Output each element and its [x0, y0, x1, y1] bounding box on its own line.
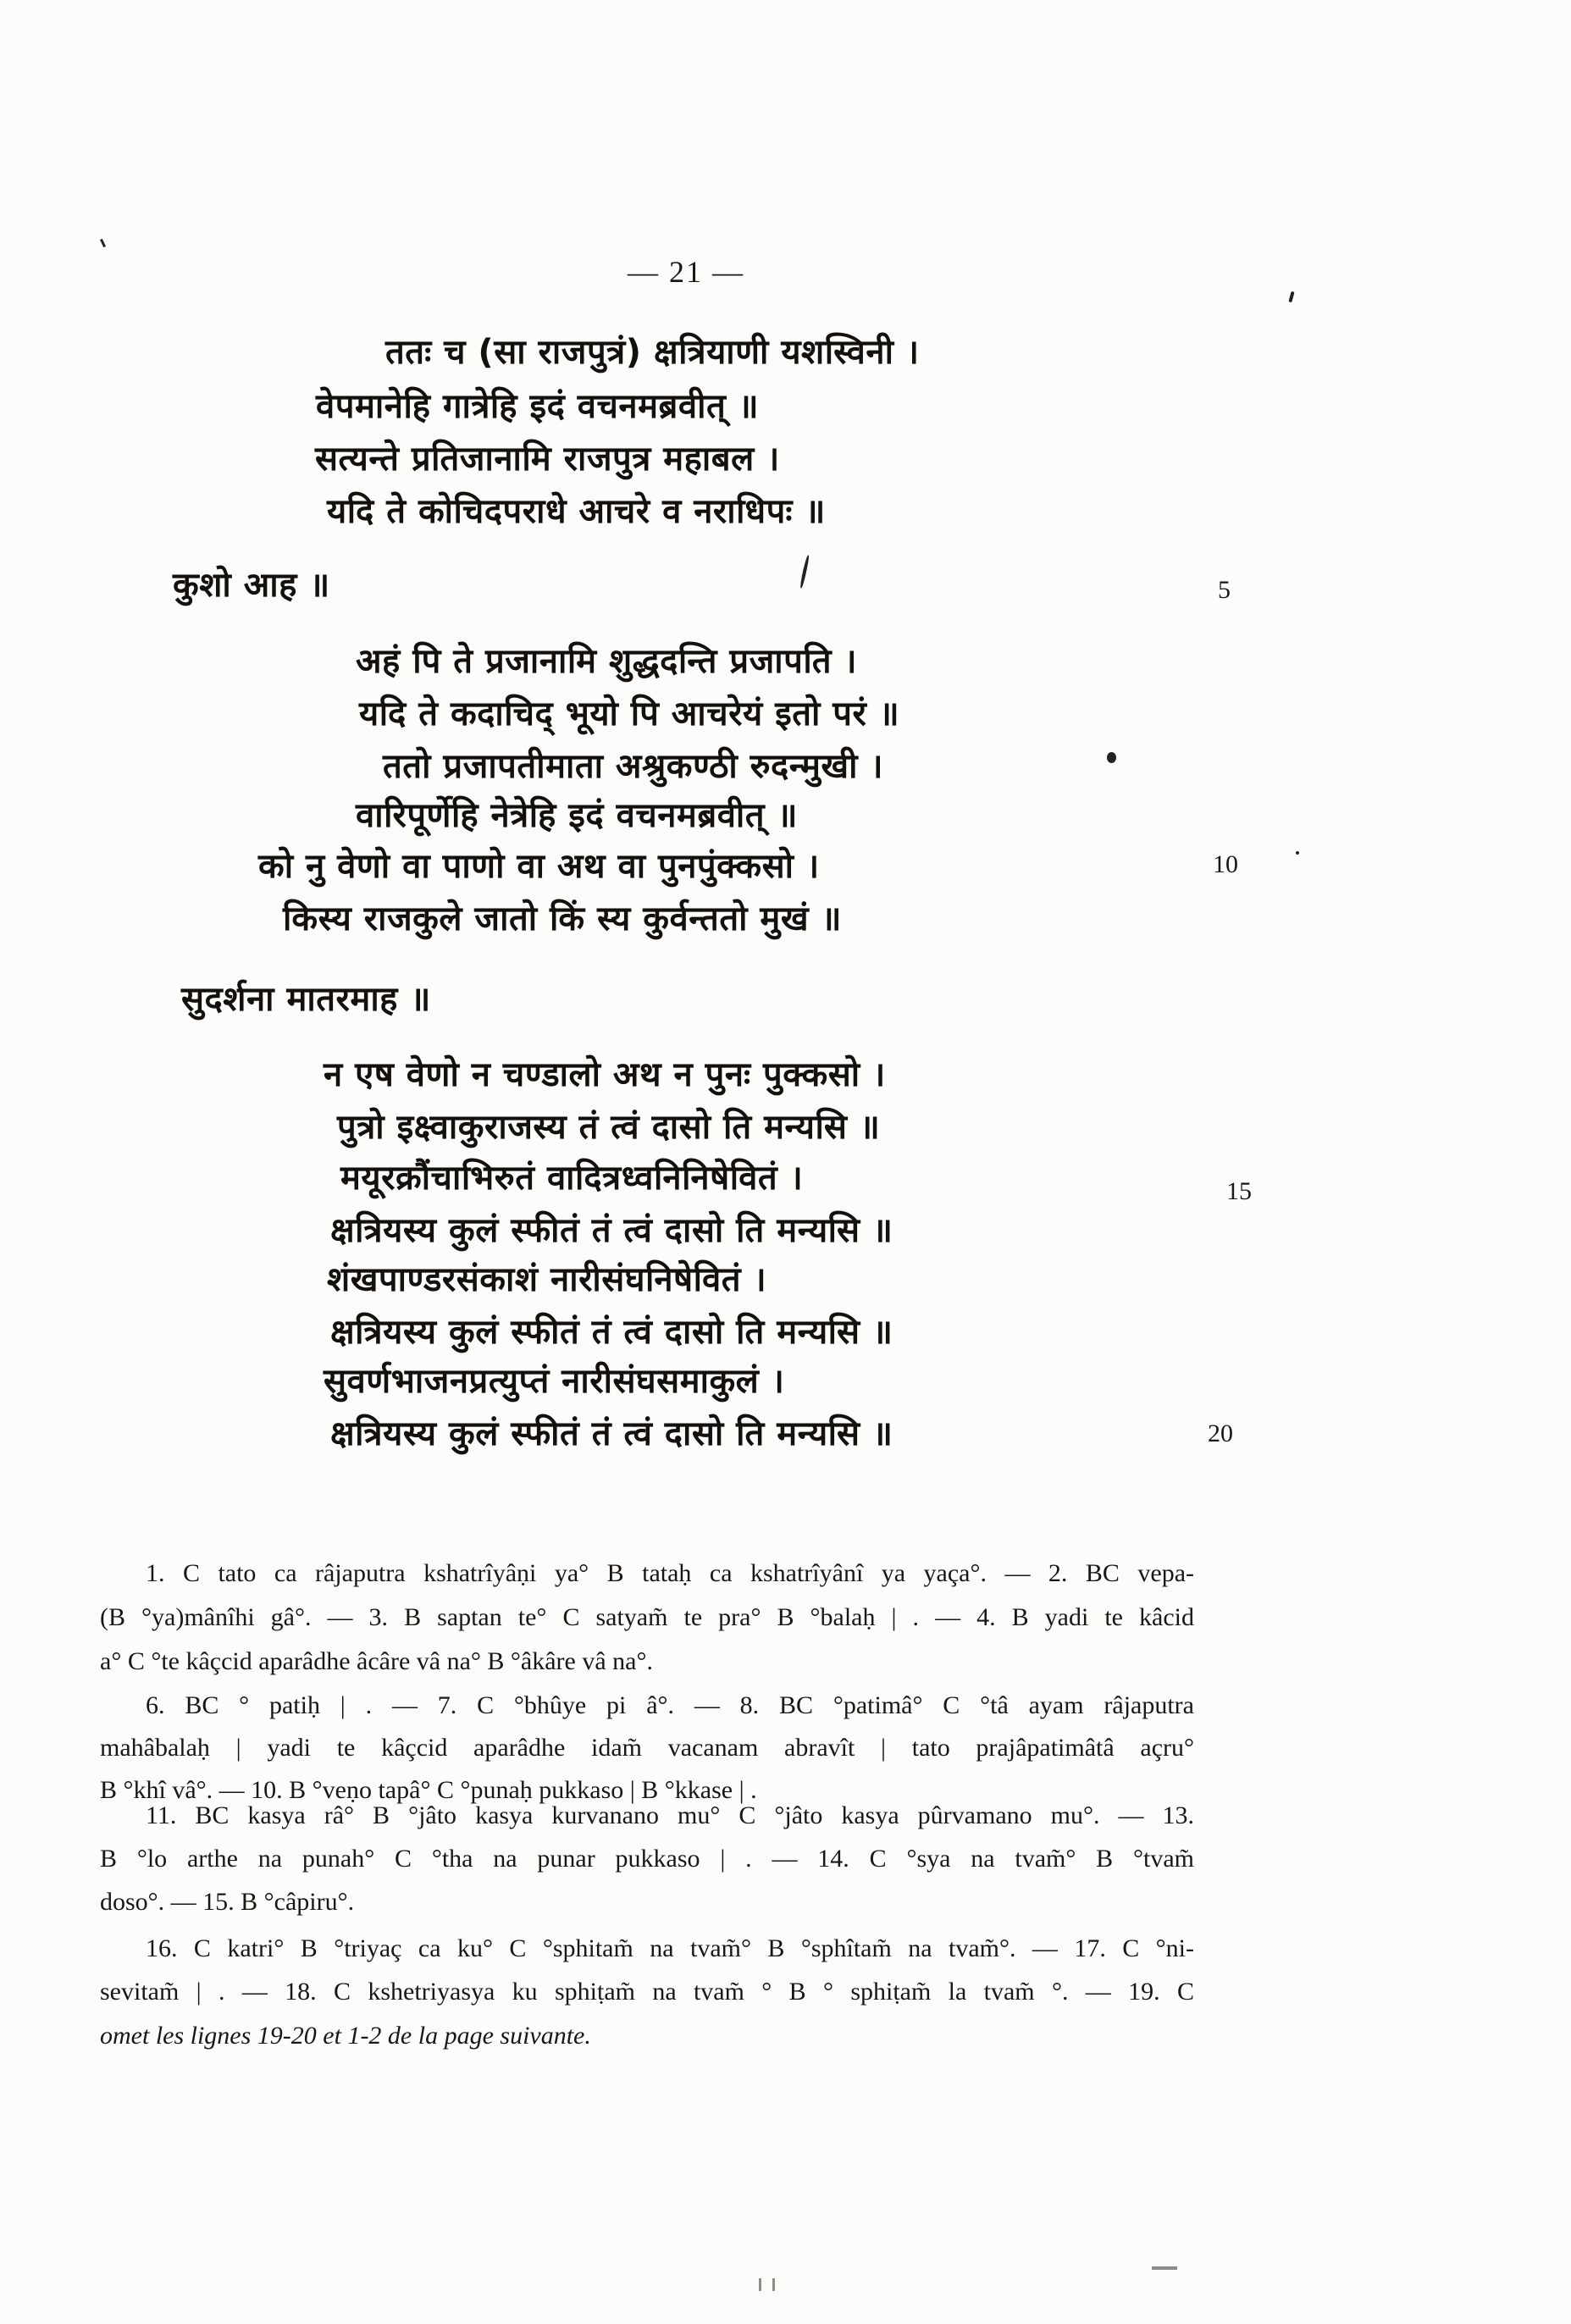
- verse-line: मयूरक्रौंचाभिरुतं वादित्रध्वनिनिषेवितं ।: [340, 1159, 804, 1198]
- footnote-line-italic: omet les lignes 19-20 et 1-2 de la page suivante.: [100, 2022, 591, 2050]
- footnote-line: 11. BC kasya râ° B °jâto kasya kurvanano mu° C °jâto kasya pûrvamano mu°. — 13.: [146, 1801, 1194, 1829]
- verse-line: यदि ते कदाचिद् भूयो पि आचरेयं इतो परं ॥: [359, 694, 900, 733]
- verse-line: क्षत्रियस्य कुलं स्फीतं तं त्वं दासो ति मन्यसि ॥: [330, 1414, 893, 1453]
- footnote-line: (B °ya)mânîhi gâ°. — 3. B saptan te° C satyam̃ te pra° B °balaḥ | . — 4. B yadi te kâcid: [100, 1603, 1194, 1631]
- verse-line: सत्यन्ते प्रतिजानामि राजपुत्र महाबल ।: [315, 440, 780, 479]
- verse-line: वेपमानेहि गात्रेहि इदं वचनमब्रवीत् ॥: [316, 387, 760, 426]
- speaker-heading-sudarshana: सुदर्शना मातरमाह ॥: [181, 980, 431, 1019]
- footnote-line: mahâbalaḥ | yadi te kâçcid aparâdhe idam̃ vacanam abravît | tato prajâpatimâtâ açru°: [100, 1734, 1194, 1762]
- margin-line-number-10: 10: [1213, 850, 1238, 878]
- page-number: — 21 —: [628, 255, 744, 289]
- verse-line: ततः च (सा राजपुत्रं) क्षत्रियाणी यशस्विनी ।: [385, 333, 920, 372]
- verse-line: क्षत्रियस्य कुलं स्फीतं तं त्वं दासो ति मन्यसि ॥: [330, 1211, 893, 1250]
- ink-speck: [1296, 851, 1299, 855]
- ink-speck: [1107, 752, 1116, 763]
- margin-line-number-15: 15: [1226, 1177, 1252, 1205]
- footnote-line: 6. BC ° patiḥ | . — 7. C °bhûye pi â°. — 8. BC °patimâ° C °tâ ayam râjaputra: [146, 1691, 1194, 1719]
- verse-line: को नु वेणो वा पाणो वा अथ वा पुनपुंक्कसो ।: [258, 847, 820, 886]
- scan-artifact: [759, 2278, 761, 2291]
- ink-speck: [1288, 291, 1294, 303]
- ink-speck: [799, 555, 810, 589]
- margin-line-number-20: 20: [1208, 1419, 1233, 1447]
- footnote-line: sevitam̃ | . — 18. C kshetriyasya ku sphiṭam̃ na tvam̃ ° B ° sphiṭam̃ la tvam̃ °. — 19. C: [100, 1978, 1194, 2006]
- ink-speck: [100, 239, 106, 247]
- footnote-line: B °lo arthe na punah° C °tha na punar pukkaso | . — 14. C °sya na tvam̃° B °tvam̃: [100, 1845, 1194, 1873]
- verse-line: यदि ते कोचिदपराधे आचरे व नराधिपः ॥: [327, 492, 826, 531]
- footnote-line: 1. C tato ca râjaputra kshatrîyâṇi ya° B tataḥ ca kshatrîyânî ya yaça°. — 2. BC vepa-: [146, 1559, 1194, 1587]
- verse-line: क्षत्रियस्य कुलं स्फीतं तं त्वं दासो ति मन्यसि ॥: [330, 1313, 893, 1352]
- verse-line: शंखपाण्डरसंकाशं नारीसंघनिषेवितं ।: [327, 1260, 767, 1299]
- footnote-line: a° C °te kâçcid aparâdhe âcâre vâ na° B °âkâre vâ na°.: [100, 1647, 653, 1675]
- verse-line: ततो प्रजापतीमाता अश्रुकण्ठी रुदन्मुखी ।: [383, 747, 884, 786]
- verse-line: अहं पि ते प्रजानामि शुद्धदन्ति प्रजापति ।: [356, 642, 858, 681]
- footnote-line: 16. C katri° B °triyaç ca ku° C °sphitam̃ na tvam̃° B °sphîtam̃ na tvam̃°. — 17. C °ni-: [146, 1934, 1194, 1962]
- verse-line: पुत्रो इक्ष्वाकुराजस्य तं त्वं दासो ति मन्यसि ॥: [337, 1108, 881, 1147]
- scan-artifact: [772, 2278, 775, 2291]
- footnote-line: doso°. — 15. B °câpiru°.: [100, 1888, 355, 1916]
- verse-line: सुवर्णभाजनप्रत्युप्तं नारीसंघसमाकुलं ।: [324, 1362, 785, 1401]
- footnote-line: B °khî vâ°. — 10. B °veṇo tapâ° C °punaḥ pukkaso | B °kkase | .: [100, 1776, 757, 1804]
- verse-line: वारिपूर्णेहि नेत्रेहि इदं वचनमब्रवीत् ॥: [356, 796, 798, 835]
- verse-line: न एष वेणो न चण्डालो अथ न पुनः पुक्कसो ।: [324, 1055, 886, 1094]
- speaker-heading-kusho: कुशो आह ॥: [173, 566, 330, 605]
- scan-artifact: [1152, 2266, 1177, 2270]
- margin-line-number-5: 5: [1218, 576, 1231, 604]
- verse-line: किस्य राजकुले जातो किं स्य कुर्वन्ततो मुखं ॥: [283, 899, 842, 938]
